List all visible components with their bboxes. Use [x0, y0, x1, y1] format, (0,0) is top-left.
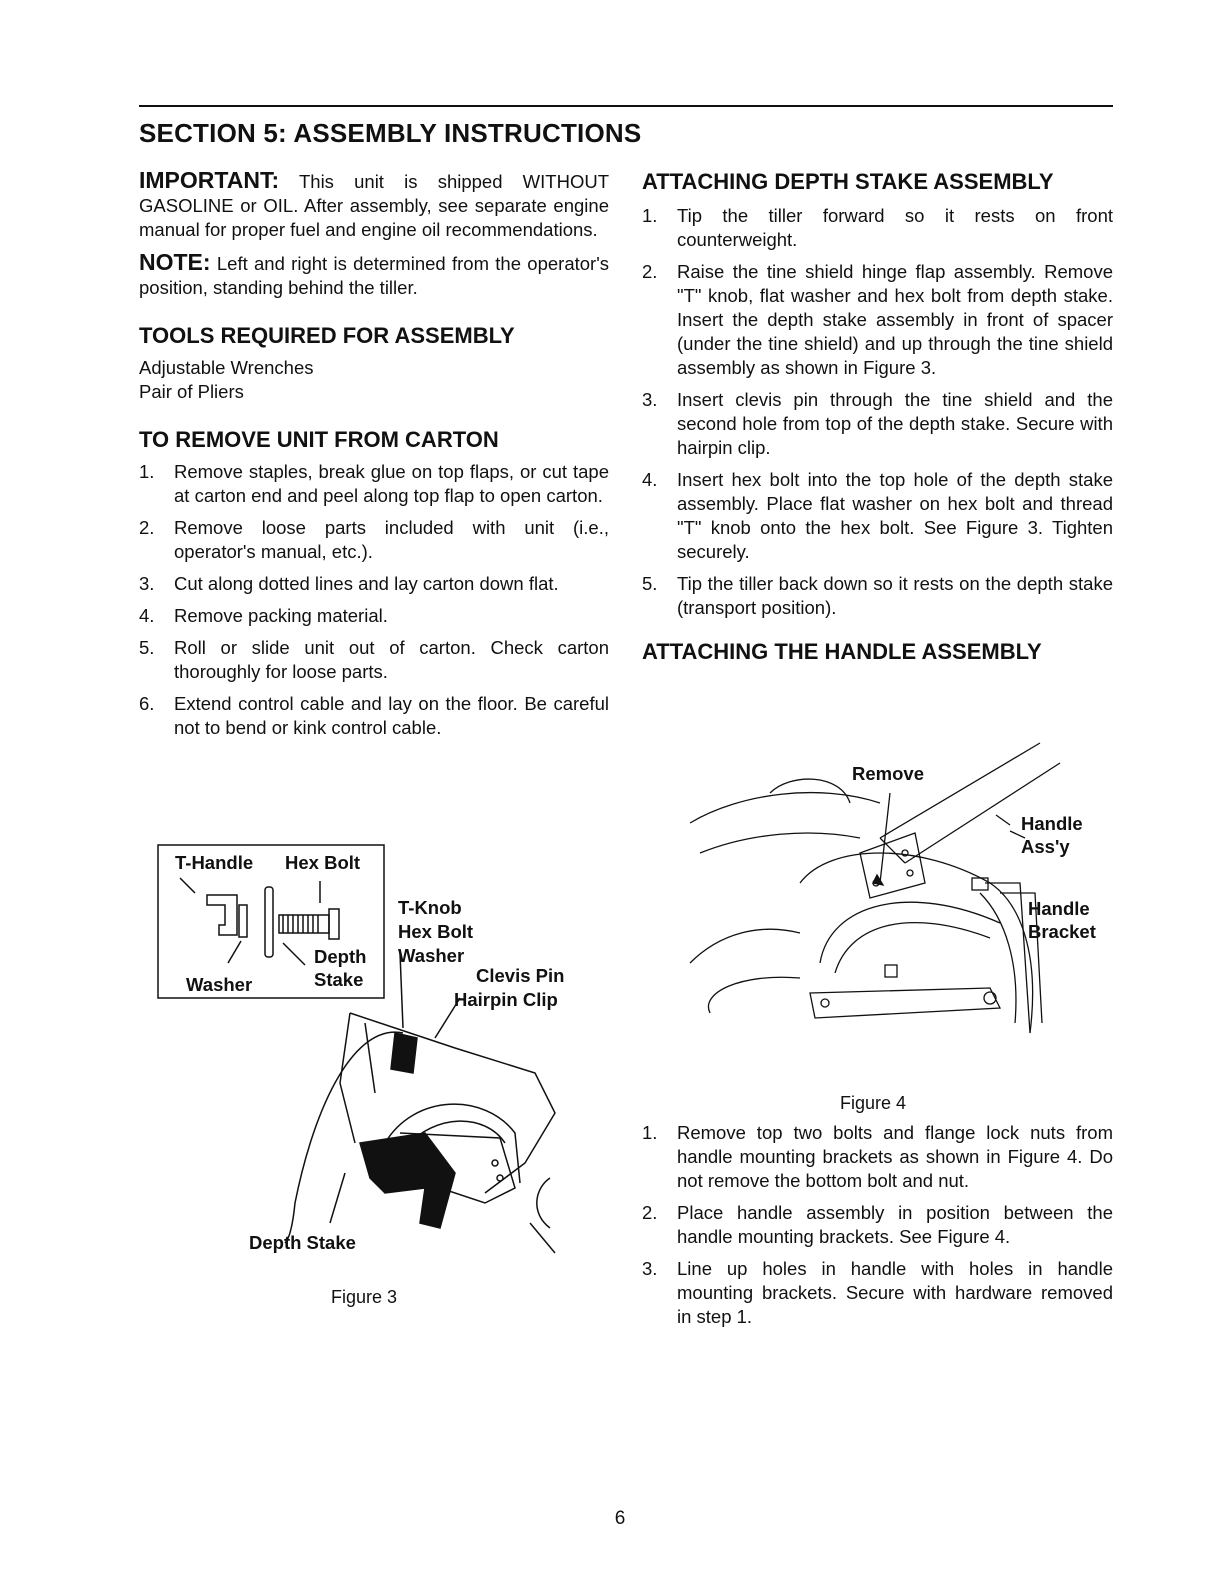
note-paragraph: [139, 250, 609, 300]
depth-stake-heading: ATTACHING DEPTH STAKE ASSEMBLY: [642, 169, 1054, 194]
label-handle-2: Handle: [1028, 898, 1090, 919]
depth-stake-step: 4. Insert hex bolt into the top hole of the depth stake assembly. Place flat washer on hex bolt and thread "T" knob onto the hex bolt. See Figure 3. Tighten securely.: [642, 469, 1113, 562]
depth-stake-step: 3. Insert clevis pin through the tine shield and the second hole from top of the depth stake. Secure with hairpin clip.: [642, 389, 1113, 458]
handle-steps-block: [642, 1121, 1113, 1337]
remove-step: 6. Extend control cable and lay on the floor. Be careful not to bend or kink control cable.: [139, 693, 609, 738]
page-number: 6: [614, 1508, 626, 1529]
tools-item: Pair of Pliers: [139, 381, 244, 402]
handle-steps: [642, 1121, 1113, 1329]
handle-step: 2. Place handle assembly in position between the handle mounting brackets. See Figure 4.: [642, 1202, 1113, 1247]
depth-stake-step: 1. Tip the tiller forward so it rests on front counterweight.: [642, 205, 1113, 250]
tools-item: Adjustable Wrenches: [139, 357, 314, 378]
label-bracket: Bracket: [1028, 921, 1096, 942]
figure-3: [155, 843, 595, 1283]
label-hex-bolt: Hex Bolt: [285, 852, 361, 873]
handle-step: 1. Remove top two bolts and flange lock nuts from handle mounting brackets as shown in Figure 4. Do not remove the bottom bolt and nut.: [642, 1122, 1113, 1191]
important-paragraph: [139, 168, 609, 242]
label-washer: Washer: [186, 974, 253, 995]
label-assy: Ass'y: [1021, 836, 1070, 857]
left-column: [139, 168, 609, 748]
label-washer-2: Washer: [398, 945, 465, 966]
tools-list: [139, 356, 609, 404]
label-depth: Depth: [314, 946, 367, 967]
label-stake: Stake: [314, 969, 364, 990]
label-t-handle: T-Handle: [175, 852, 254, 873]
figure-4: [680, 733, 1110, 1083]
remove-step: 2. Remove loose parts included with unit (i.e., operator's manual, etc.).: [139, 517, 609, 562]
label-remove: Remove: [852, 763, 924, 784]
depth-stake-step: 2. Raise the tine shield hinge flap assembly. Remove "T" knob, flat washer and hex bolt from depth stake. Insert the depth stake assembly in front of spacer (under the tine shield) and up through the tine shield assembly as shown in Figure 3.: [642, 261, 1113, 378]
label-clevis-pin: Clevis Pin: [476, 965, 565, 986]
label-handle: Handle: [1021, 813, 1083, 834]
label-t-knob: T-Knob: [398, 897, 462, 918]
label-depth-stake: Depth Stake: [249, 1232, 356, 1253]
important-text: This unit is shipped WITHOUT GASOLINE or OIL. After assembly, see separate engine manual for proper fuel and engine oil recommendations.: [139, 171, 609, 240]
label-hairpin-clip: Hairpin Clip: [454, 989, 558, 1010]
remove-heading: TO REMOVE UNIT FROM CARTON: [139, 427, 499, 452]
remove-step: 3. Cut along dotted lines and lay carton down flat.: [139, 573, 559, 594]
handle-heading: ATTACHING THE HANDLE ASSEMBLY: [642, 639, 1042, 664]
section-title: SECTION 5: ASSEMBLY INSTRUCTIONS: [139, 118, 642, 148]
handle-step: 3. Line up holes in handle with holes in handle mounting brackets. Secure with hardware removed in step 1.: [642, 1258, 1113, 1327]
tools-heading: TOOLS REQUIRED FOR ASSEMBLY: [139, 323, 515, 348]
figure-3-illustration: [155, 843, 595, 1283]
right-column: [642, 168, 1113, 666]
note-text: Left and right is determined from the operator's position, standing behind the tiller.: [139, 253, 609, 298]
remove-step: 1. Remove staples, break glue on top flaps, or cut tape at carton end and peel along top flap to open carton.: [139, 461, 609, 506]
depth-stake-steps: [642, 204, 1113, 620]
label-hex-bolt-2: Hex Bolt: [398, 921, 474, 942]
important-label: IMPORTANT:: [139, 167, 280, 193]
figure-4-caption: Figure 4: [840, 1093, 907, 1113]
depth-stake-step: 5. Tip the tiller back down so it rests on the depth stake (transport position).: [642, 573, 1113, 618]
remove-step: 5. Roll or slide unit out of carton. Check carton thoroughly for loose parts.: [139, 637, 609, 682]
figure-3-caption: Figure 3: [331, 1287, 398, 1307]
note-label: NOTE:: [139, 249, 211, 275]
remove-steps: [139, 460, 609, 740]
header-rule: [139, 105, 1113, 107]
remove-step: 4. Remove packing material.: [139, 605, 388, 626]
